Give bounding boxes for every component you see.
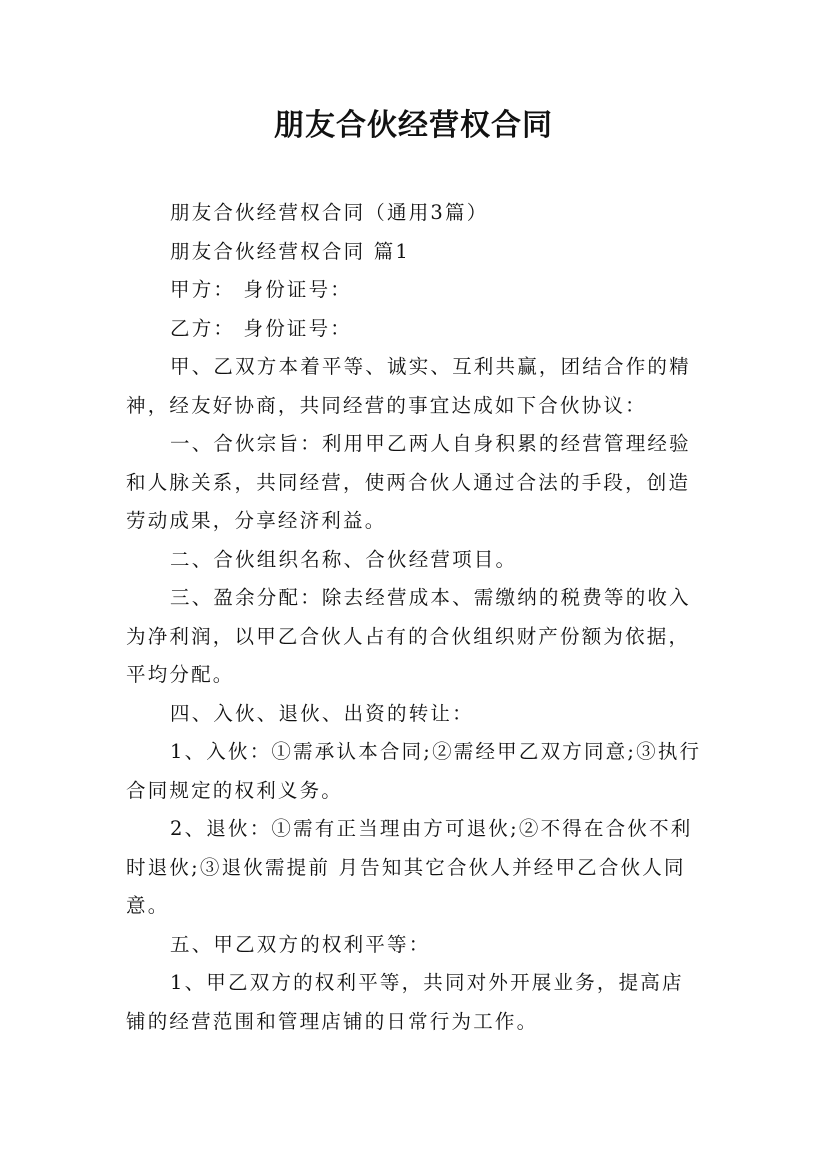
- document-body: [126, 194, 706, 1041]
- paragraph-line: 劳动成果，分享经济利益。: [126, 509, 387, 532]
- paragraph-line: 铺的经营范围和管理店铺的日常行为工作。: [126, 1009, 539, 1033]
- paragraph-line: 意。: [126, 894, 170, 917]
- paragraph-line: 平均分配。: [126, 663, 235, 686]
- paragraph-line: 2、退伙：①需有正当理由方可退伙;②不得在合伙不利: [170, 817, 693, 840]
- paragraph-line: 四、入伙、退伙、出资的转让：: [170, 701, 474, 725]
- paragraph-line: 一、合伙宗旨：利用甲乙两人自身积累的经营管理经验: [170, 432, 691, 455]
- paragraph-line: 和人脉关系，共同经营，使两合伙人通过合法的手段，创造: [126, 470, 691, 494]
- paragraph-line: 1、入伙：①需承认本合同;②需经甲乙双方同意;③执行: [170, 740, 702, 763]
- paragraph-line: 五、甲乙双方的权利平等：: [170, 932, 431, 956]
- paragraph-line: 1、甲乙双方的权利平等，共同对外开展业务，提高店: [170, 971, 684, 994]
- paragraph-line: 为净利润，以甲乙合伙人占有的合伙组织财产份额为依据，: [126, 624, 691, 648]
- subtitle-line: 朋友合伙经营权合同（通用3篇）: [170, 201, 489, 224]
- paragraph-line: 时退伙;③退伙需提前 月告知其它合伙人并经甲乙合伙人同: [126, 855, 686, 879]
- party-b-line: 乙方： 身份证号：: [170, 316, 352, 340]
- paragraph-line: 神，经友好协商，共同经营的事宜达成如下合伙协议：: [126, 393, 647, 417]
- paragraph-line: 二、合伙组织名称、合伙经营项目。: [170, 547, 518, 571]
- section-heading: 朋友合伙经营权合同 篇1: [170, 239, 411, 263]
- paragraph-line: 甲、乙双方本着平等、诚实、互利共赢，团结合作的精: [170, 355, 691, 378]
- document-title: 朋友合伙经营权合同: [274, 108, 553, 143]
- paragraph-line: 三、盈余分配：除去经营成本、需缴纳的税费等的收入: [170, 586, 691, 609]
- party-a-line: 甲方： 身份证号：: [170, 278, 352, 301]
- paragraph-line: 合同规定的权利义务。: [126, 778, 344, 802]
